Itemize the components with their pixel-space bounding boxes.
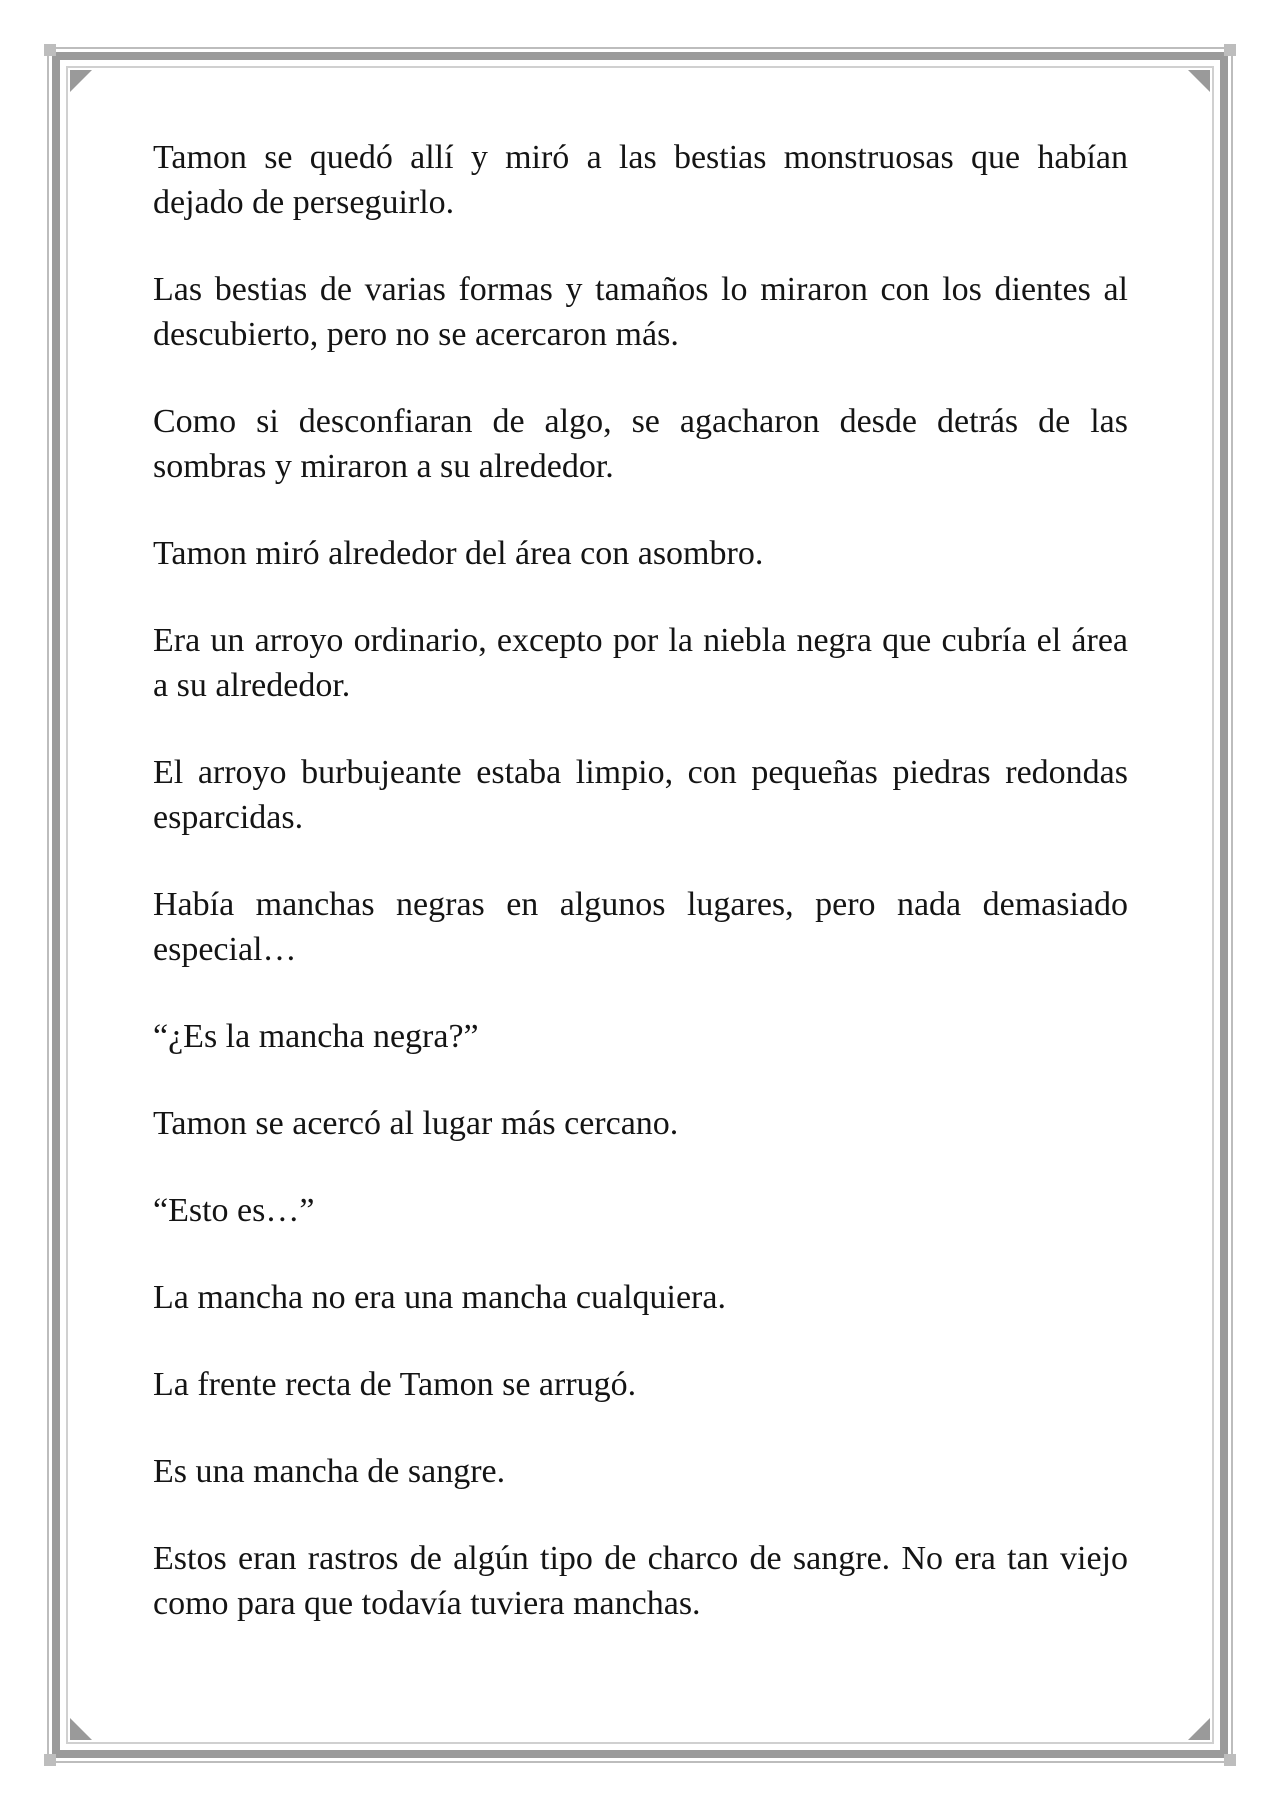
corner-triangle-top-left: [70, 70, 92, 92]
paragraph: Es una mancha de sangre.: [153, 1453, 506, 1490]
paragraph: La frente recta de Tamon se arrugó.: [153, 1366, 637, 1403]
corner-ornament-top-right: [1224, 44, 1236, 56]
corner-ornament-top-left: [44, 44, 56, 56]
paragraph: El arroyo burbujeante estaba limpio, con pequeñas piedras redondas esparcidas.: [153, 754, 1128, 836]
corner-triangle-bottom-left: [70, 1718, 92, 1740]
paragraph: Estos eran rastros de algún tipo de charco de sangre. No era tan viejo como para que todavía tuviera manchas.: [153, 1540, 1128, 1622]
paragraph: Tamon se quedó allí y miró a las bestias monstruosas que habían dejado de perseguirlo.: [153, 139, 1128, 221]
page-body: [153, 135, 1128, 1668]
paragraph: Tamon miró alrededor del área con asombro.: [153, 535, 764, 572]
paragraph: La mancha no era una mancha cualquiera.: [153, 1279, 726, 1316]
dialogue-line: “¿Es la mancha negra?”: [153, 1018, 479, 1055]
corner-triangle-bottom-right: [1188, 1718, 1210, 1740]
paragraph: Las bestias de varias formas y tamaños lo miraron con los dientes al descubierto, pero no se acercaron más.: [153, 271, 1128, 353]
paragraph: Había manchas negras en algunos lugares, pero nada demasiado especial…: [153, 886, 1128, 968]
paragraph: Era un arroyo ordinario, excepto por la niebla negra que cubría el área a su alrededor.: [153, 622, 1128, 704]
corner-triangle-top-right: [1188, 70, 1210, 92]
paragraph: Tamon se acercó al lugar más cercano.: [153, 1105, 679, 1142]
corner-ornament-bottom-right: [1224, 1754, 1236, 1766]
dialogue-line: “Esto es…”: [153, 1192, 315, 1229]
corner-ornament-bottom-left: [44, 1754, 56, 1766]
paragraph: Como si desconfiaran de algo, se agacharon desde detrás de las sombras y miraron a su alrededor.: [153, 403, 1128, 485]
